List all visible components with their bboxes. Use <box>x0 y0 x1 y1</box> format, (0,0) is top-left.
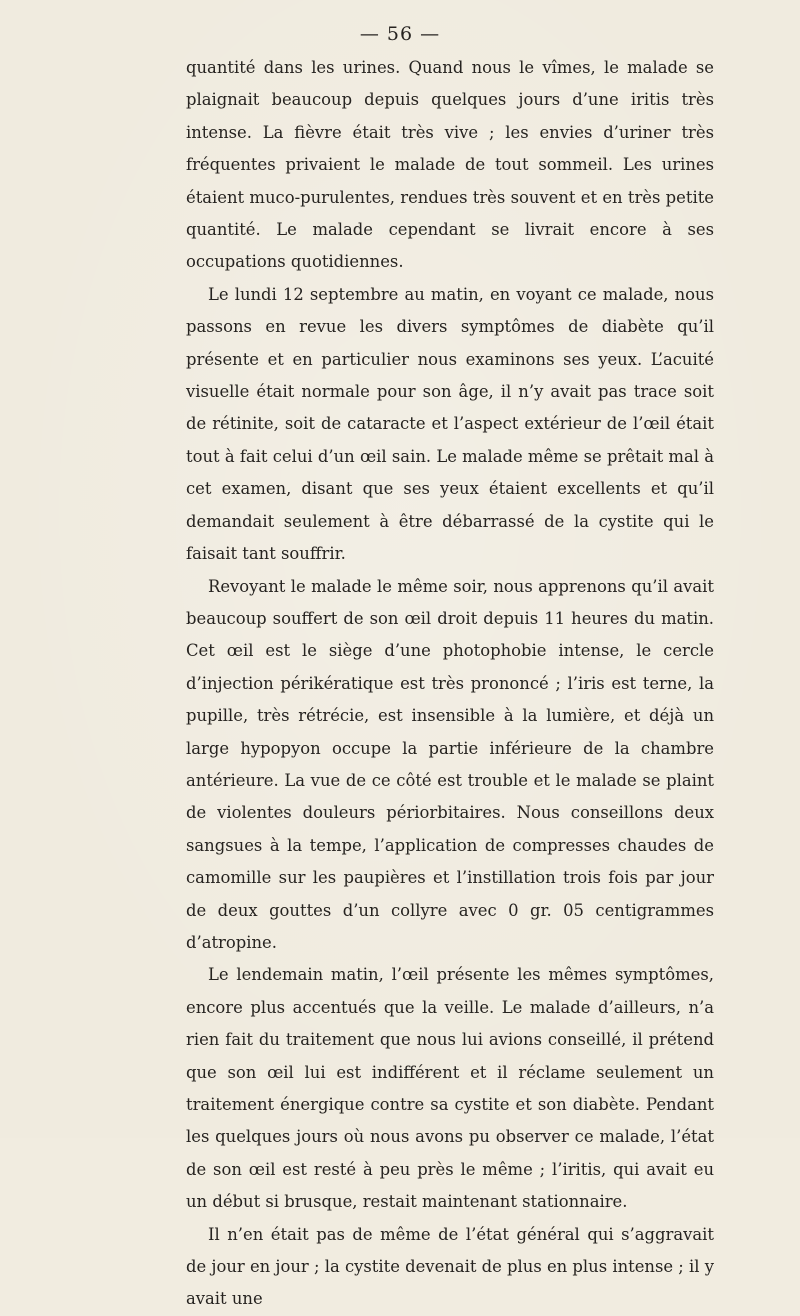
paragraph-2: Le lundi 12 septembre au matin, en voyant ce malade, nous passons en revue les divers symptômes de diabète qu’il présente et en particulier nous examinons ses yeux. L’acuité visuelle était normale pour son âge, il n’y avait pas trace soit de rétinite, soit de cataracte et l’aspect extérieur de l’œil était tout à fait celui d’un œil sain. Le malade même se prêtait mal à cet examen, disant que ses yeux étaient excellents et qu’il demandait seulement à être débarrassé de la cystite qui le faisait tant souffrir. <box>186 284 714 564</box>
paragraph-5: Il n’en était pas de même de l’état général qui s’aggravait de jour en jour ; la cystite devenait de plus en plus intense ; il y avait une <box>186 1224 714 1309</box>
paragraph-3: Revoyant le malade le même soir, nous apprenons qu’il avait beaucoup souffert de son œil droit depuis 11 heures du matin. Cet œil est le siège d’une photophobie intense, le cercle d’injection périkératique est très prononcé ; l’iris est terne, la pupille, très rétrécie, est insensible à la lumière, et déjà un large hypopyon occupe la partie inférieure de la chambre antérieure. La vue de ce côté est trouble et le malade se plaint de violentes douleurs périorbitaires. Nous conseillons deux sangsues à la tempe, l’application de compresses chaudes de camomille sur les paupières et l’instillation trois fois par jour de deux gouttes d’un collyre avec 0 gr. 05 centigrammes d’atropine. <box>186 576 714 952</box>
paragraph-4: Le lendemain matin, l’œil présente les mêmes symptômes, encore plus accentués que la veille. Le malade d’ailleurs, n’a rien fait du traitement que nous lui avions conseillé, il prétend que son œil lui est indifférent et il réclame seulement un traitement énergique contre sa cystite et son diabète. Pendant les quelques jours où nous avons pu observer ce malade, l’état de son œil est resté à peu près le même ; l’iritis, qui avait eu un début si brusque, restait maintenant stationnaire. <box>186 965 714 1212</box>
body-text <box>186 52 714 1316</box>
paragraph-1: quantité dans les urines. Quand nous le vîmes, le malade se plaignait beaucoup depuis quelques jours d’une iritis très intense. La fièvre était très vive ; les envies d’uriner très fréquentes privaient le malade de tout sommeil. Les urines étaient muco-purulentes, rendues très souvent et en très petite quantité. Le malade cependant se livrait encore à ses occupations quotidiennes. <box>186 58 714 272</box>
page-number: — 56 — <box>359 23 441 45</box>
